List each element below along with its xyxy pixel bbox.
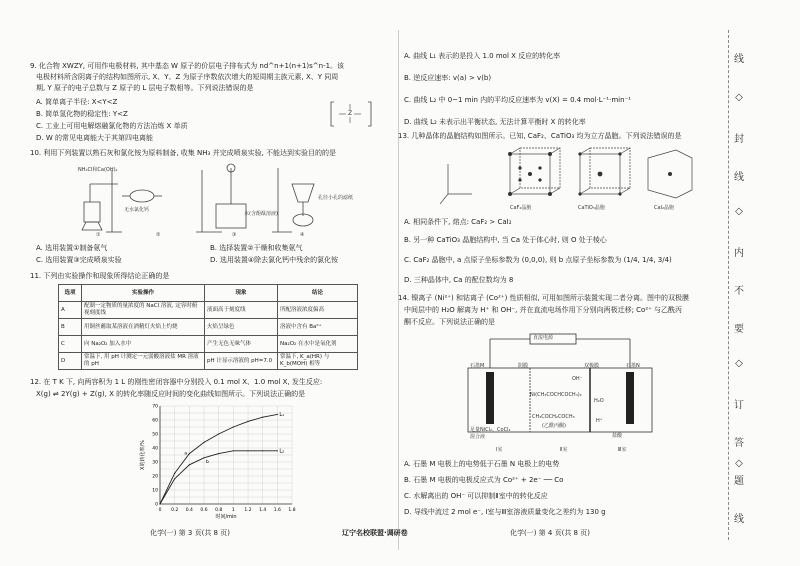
margin-char: 订 bbox=[734, 400, 744, 411]
q9-option-b: B. 简单氢化物的稳定性: Y<Z bbox=[36, 110, 128, 118]
table-cell: C bbox=[59, 336, 82, 353]
data-point bbox=[174, 478, 175, 479]
margin-char: ◇ bbox=[735, 206, 743, 217]
table-cell: 常温下, K_a(HR) 与 K_b(MOH) 相等 bbox=[278, 353, 358, 370]
x-tick-label: 1.6 bbox=[273, 508, 281, 513]
q11-table-header-row bbox=[59, 285, 358, 302]
x-tick-label: 0.4 bbox=[185, 508, 193, 513]
q9-option-d: D. W 的常见电离能大于其第四电离能 bbox=[36, 134, 153, 142]
q9-line-1: 9. 化合物 XWZY, 可用作电极材料, 其中基态 W 原子的价层电子排布式为 nd^n+1(n+1)s^n-1。该 bbox=[30, 62, 345, 70]
y-tick-label: 30 bbox=[152, 460, 158, 466]
x-axis-label: 时间/min bbox=[215, 514, 237, 520]
q10-option-a: A. 选用装置①制备氨气 bbox=[36, 244, 108, 252]
q10-label-1: ① bbox=[96, 232, 101, 238]
q10-label-filter: 孔径小孔的滤纸 bbox=[318, 195, 354, 201]
table-cell: D bbox=[59, 353, 82, 370]
table-cell: 用铜丝蘸取某溶液在酒精灯火焰上灼烧 bbox=[82, 319, 205, 336]
y-tick-label: 20 bbox=[152, 474, 158, 480]
q13-stem: 13. 几种晶体的晶胞结构如图所示。已知, CaF₂、CaTiO₃ 均为立方晶胞。下列说法错误的是 bbox=[398, 132, 682, 140]
q14-label-ni-complex: Ni(CH₃COCHCOCH₃)₂ bbox=[530, 392, 582, 398]
series-label: L₂ bbox=[279, 448, 285, 455]
data-point bbox=[189, 464, 190, 465]
x-tick-label: 1 bbox=[231, 508, 235, 513]
annotation-b: b bbox=[206, 459, 209, 465]
q14-option-c: C. 水解离出的 OH⁻ 可以抑制Ⅱ室中的转化反应 bbox=[404, 492, 548, 500]
table-cell: B bbox=[59, 319, 82, 336]
x-tick-label: 1.8 bbox=[288, 508, 296, 513]
q10-option-d: D. 选用装置④除去氯化钙中残余的氯化铵 bbox=[210, 256, 339, 264]
table-cell: 溶液中含有 Ba²⁺ bbox=[278, 319, 358, 336]
q10-option-b: B. 选择装置②干燥和收集氨气 bbox=[210, 244, 303, 252]
q12-line-1: 12. 在 T K 下, 向两容积为 1 L 的刚性密闭容器中分别投入 0.1 mol X、1.0 mol X, 发生反应: bbox=[30, 378, 323, 386]
q14-label-room-3: Ⅲ室 bbox=[618, 447, 627, 453]
table-cell: 配制一定物质的量浓度的 NaCl 溶液, 定容时俯视刻度线 bbox=[82, 302, 205, 319]
table-row bbox=[59, 336, 358, 353]
y-axis-label: X的转化率/% bbox=[140, 440, 146, 470]
q12-option-d: D. 曲线 L₂ 未表示出平衡状态, 无法计算平衡时 X 的转化率 bbox=[404, 118, 586, 126]
q10-label-reagents: NH₄Cl和Ca(OH)₂ bbox=[78, 167, 118, 173]
q11-header-phenomenon: 现象 bbox=[205, 285, 278, 302]
q14-label-graphite-n: 石墨N bbox=[626, 363, 640, 369]
table-cell: pH 计显示溶液的 pH=7.0 bbox=[205, 353, 278, 370]
q11-header-conclusion: 结论 bbox=[278, 285, 358, 302]
q14-label-power: 直流电源 bbox=[533, 335, 554, 341]
margin-char: 线 bbox=[734, 514, 744, 525]
margin-char: 不 bbox=[734, 286, 744, 297]
q9-option-c: C. 工业上可用电解熔融氯化物的方法冶炼 X 单质 bbox=[36, 122, 188, 130]
data-point bbox=[277, 414, 278, 415]
svg-text:Z: Z bbox=[348, 110, 353, 117]
q10-label-3: ③ bbox=[232, 232, 237, 238]
data-point bbox=[277, 450, 278, 451]
q13-option-a: A. 相同条件下, 熔点: CaF₂ > CaI₂ bbox=[404, 218, 512, 226]
q14-label-acac: CH₃COCH₂COCH₃ bbox=[532, 414, 575, 420]
data-point bbox=[203, 442, 204, 443]
table-cell: 常温下, 用 pH 计测定一元弱酸溶液盐 MR 溶液的 pH bbox=[82, 353, 205, 370]
q14-label-graphite-m: 石墨M bbox=[470, 363, 485, 369]
margin-char: 线 bbox=[734, 54, 744, 65]
q10-label-4: ④ bbox=[300, 232, 305, 238]
q14-line-3: 酮不反应。下列说法正确的是 bbox=[404, 318, 495, 326]
q12-conversion-chart bbox=[138, 400, 302, 522]
q9-line-3: 期, Y 原子的电子总数与 Z 原子的 L 层电子数相等。下列说法错误的是 bbox=[36, 84, 254, 92]
footer-center-brand: 辽宁名校联盟·调研卷 bbox=[342, 529, 408, 537]
y-tick-label: 60 bbox=[152, 418, 158, 424]
q13-label-caf2: CaF₂晶胞 bbox=[510, 205, 532, 211]
y-tick-label: 0 bbox=[155, 502, 158, 508]
q14-label-room-1: Ⅰ室 bbox=[496, 447, 503, 453]
x-tick-label: 0.6 bbox=[200, 508, 208, 513]
q14-line-2: 中间层中的 H₂O 解离为 H⁺ 和 OH⁻, 并在直流电场作用下分别向两极迁移; Co²⁺ 与乙酰丙 bbox=[404, 306, 683, 314]
q14-label-room-2: Ⅱ室 bbox=[560, 447, 568, 453]
q14-label-mixture: 足量NiCl₂、CoCl₂混合液 bbox=[470, 427, 511, 440]
data-point bbox=[262, 450, 263, 451]
q14-label-oh: OH⁻ bbox=[572, 376, 583, 382]
q14-label-h2o: H₂O bbox=[594, 398, 604, 404]
q14-label-anion-membrane: 阴膜 bbox=[518, 363, 529, 369]
data-point bbox=[189, 453, 190, 454]
cut-line bbox=[728, 30, 729, 540]
data-point bbox=[233, 426, 234, 427]
q11-stem: 11. 下列由实验操作和现象所得结论正确的是 bbox=[30, 272, 170, 280]
table-cell: A bbox=[59, 302, 82, 319]
data-point bbox=[174, 473, 175, 474]
q13-label-cai2: CaI₂晶胞 bbox=[654, 205, 675, 211]
q13-label-catio3: CaTiO₃晶胞 bbox=[578, 205, 605, 211]
margin-char: 答 bbox=[734, 438, 744, 449]
q14-label-h-plus: H⁺ bbox=[596, 418, 603, 424]
margin-char: 要 bbox=[734, 324, 744, 335]
q10-option-c: C. 选用装置③完成喷泉实验 bbox=[36, 256, 122, 264]
data-point bbox=[218, 453, 219, 454]
q10-label-2: ② bbox=[156, 232, 161, 238]
q13-crystal-diagrams bbox=[440, 144, 700, 212]
x-tick-label: 0.8 bbox=[215, 508, 223, 513]
table-cell: 液面高于刻度线 bbox=[205, 302, 278, 319]
margin-char: 题 bbox=[734, 476, 744, 487]
data-point bbox=[203, 457, 204, 458]
margin-char: 封 bbox=[734, 134, 744, 145]
table-cell: 火焰呈绿色 bbox=[205, 319, 278, 336]
q14-label-acac-name: (乙酰丙酮) bbox=[542, 423, 566, 429]
q14-option-d: D. 导线中流过 2 mol e⁻, Ⅰ室与Ⅲ室溶液质量变化之差约为 130 g bbox=[404, 508, 606, 516]
q12-option-a: A. 曲线 L₁ 表示的是投入 1.0 mol X 反应的转化率 bbox=[404, 52, 561, 60]
footer-left-page-number: 化学(一) 第 3 页(共 8 页) bbox=[150, 529, 230, 537]
q10-stem: 10. 利用下列装置以熟石灰和氯化铵为原料制备, 收集 NH₃ 并完成喷泉实验, 不能达到实验目的的是 bbox=[30, 149, 337, 157]
table-cell: 所配溶液浓度偏高 bbox=[278, 302, 358, 319]
q11-header-option: 选项 bbox=[59, 285, 82, 302]
y-tick-label: 70 bbox=[152, 404, 158, 410]
data-point bbox=[262, 417, 263, 418]
anion-structure-diagram bbox=[330, 100, 372, 128]
page-divider bbox=[398, 30, 399, 550]
table-cell: Na₂O₂ 在水中是氧化剂 bbox=[278, 336, 358, 353]
y-tick-label: 40 bbox=[152, 446, 158, 452]
x-tick-label: 0 bbox=[158, 508, 162, 513]
margin-char: ◇ bbox=[735, 358, 743, 369]
annotation-a: a bbox=[184, 451, 188, 457]
q10-label-drying-agent: 无水氯化钙 bbox=[124, 207, 150, 213]
q12-option-c: C. 曲线 L₂ 中 0~1 min 内的平均反应速率为 v(X) = 0.4 mol·L⁻¹·min⁻¹ bbox=[404, 96, 632, 104]
data-point bbox=[159, 503, 160, 504]
data-point bbox=[247, 421, 248, 422]
series-label: L₁ bbox=[279, 411, 285, 418]
margin-char: ◇ bbox=[735, 92, 743, 103]
q11-header-operation: 实验操作 bbox=[82, 285, 205, 302]
q13-option-d: D. 三种晶体中, Ca 的配位数均为 8 bbox=[404, 276, 514, 284]
margin-char: 线 bbox=[734, 172, 744, 183]
q10-label-water: 水(含酚酞溶液) bbox=[244, 211, 278, 217]
q14-label-bipolar-membrane: 双极膜 bbox=[584, 363, 600, 369]
y-tick-label: 50 bbox=[152, 432, 158, 438]
x-tick-label: 1.2 bbox=[244, 508, 252, 513]
q13-option-b: B. 另一种 CaTiO₃ 晶胞结构中, 当 Ca 处于体心时, 则 O 处于棱心 bbox=[404, 236, 607, 244]
q9-line-2: 电极材料所含阴离子的结构如图所示, X、Y、Z 为原子序数依次增大的短周期主族元素, X、Y 同周 bbox=[36, 73, 339, 81]
x-tick-label: 0.2 bbox=[171, 508, 179, 513]
q14-option-a: A. 石墨 M 电极上的电势低于石墨 N 电极上的电势 bbox=[404, 460, 560, 468]
footer-right-page-number: 化学(一) 第 4 页(共 8 页) bbox=[510, 529, 590, 537]
y-tick-label: 10 bbox=[152, 488, 158, 494]
data-point bbox=[247, 450, 248, 451]
table-row bbox=[59, 353, 358, 370]
table-cell: 产生无色无味气体 bbox=[205, 336, 278, 353]
q11-table bbox=[58, 284, 358, 370]
binding-margin bbox=[704, 0, 800, 566]
q12-line-2: X(g) ⇌ 2Y(g) + Z(g), X 的转化率随反应时间的变化曲线如图所示。下列说法正确的是 bbox=[36, 390, 306, 398]
table-row bbox=[59, 302, 358, 319]
margin-char: ◇ bbox=[735, 458, 743, 469]
q12-option-b: B. 逆反应速率: v(a) > v(b) bbox=[404, 74, 492, 82]
x-tick-label: 1.4 bbox=[259, 508, 267, 513]
margin-char: 内 bbox=[734, 248, 744, 259]
q14-line-1: 14. 镍离子 (Ni²⁺) 和钴离子 (Co²⁺) 性质相似, 可用如图所示装置实现二者分离。图中的双极膜 bbox=[398, 294, 689, 302]
table-cell: 向 Na₂O₂ 加入水中 bbox=[82, 336, 205, 353]
q13-option-c: C. CaF₂ 晶胞中, a 点原子坐标参数为 (0,0,0), 则 b 点原子坐标参数为 (1/4, 1/4, 3/4) bbox=[404, 256, 672, 264]
table-row bbox=[59, 319, 358, 336]
q9-option-a: A. 简单离子半径: X<Y<Z bbox=[36, 98, 118, 106]
q14-label-hcl: 盐酸 bbox=[612, 433, 623, 439]
data-point bbox=[233, 450, 234, 451]
data-point bbox=[218, 433, 219, 434]
q14-option-b: B. 石墨 M 电极的电极反应式为 Co²⁺ + 2e⁻ ── Co bbox=[404, 476, 564, 484]
